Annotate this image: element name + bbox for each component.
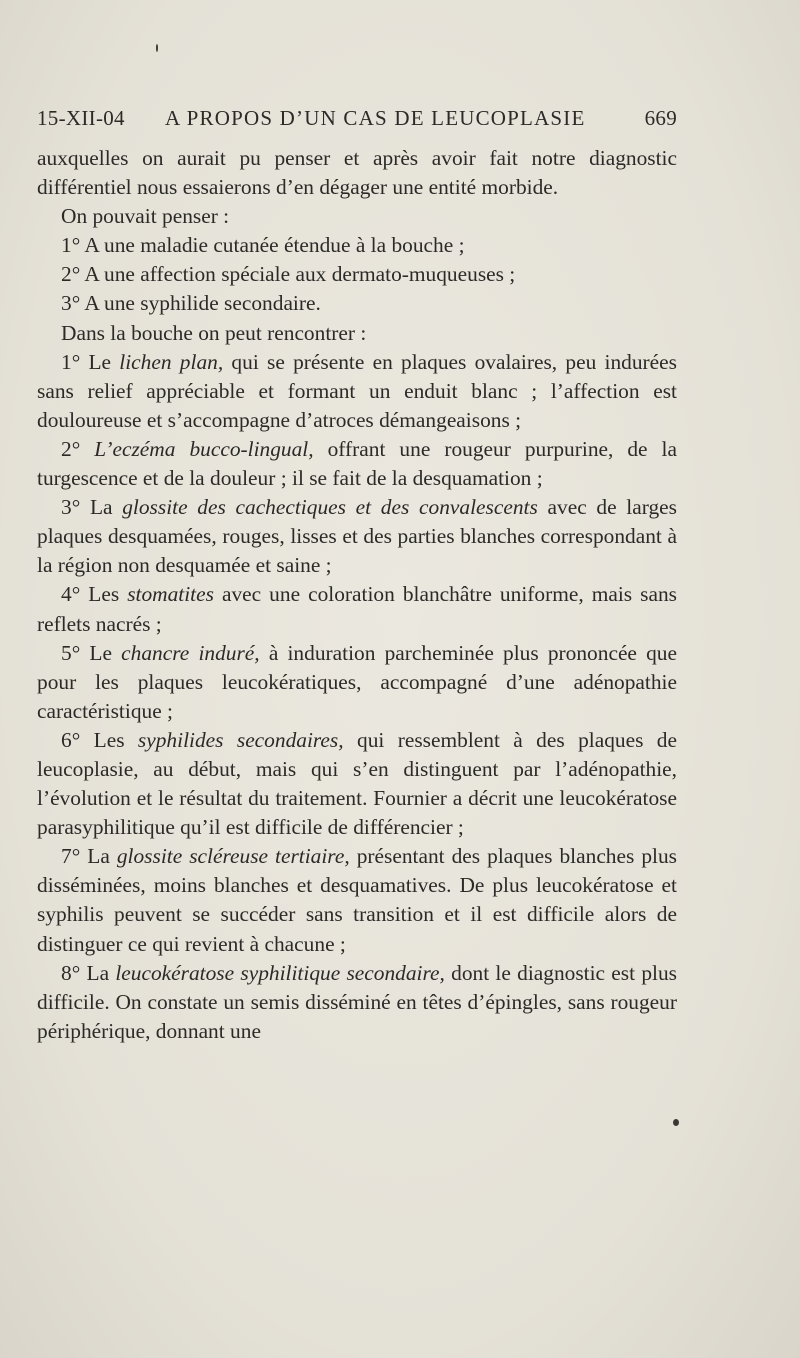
italic-term: L’eczéma bucco-lingual, <box>94 436 314 461</box>
italic-term: lichen plan, <box>119 349 224 374</box>
paragraph <box>37 260 677 289</box>
text-run: dont le diagnostic est plus difficile. On constate un semis disséminé en têtes d’épingles, sans rougeur périphérique, donnant une <box>37 960 677 1043</box>
italic-term: stomatites <box>127 582 214 607</box>
ink-speck <box>156 44 158 52</box>
paragraph <box>37 959 677 1046</box>
body-text <box>37 144 677 1046</box>
italic-term: glossite scléreuse tertiaire, <box>116 844 350 869</box>
text-run: 1° A une maladie cutanée étendue à la bouche ; <box>61 233 465 258</box>
text-run: avec une coloration blanchâtre uniforme, mais sans reflets nacrés ; <box>37 582 677 636</box>
header-date: 15-XII-04 <box>37 106 125 130</box>
text-run: avec de larges plaques desquamées, rouges, lisses et des parties blanches correspondant à la région non desquamée et saine ; <box>37 495 677 578</box>
ink-speck <box>673 1119 679 1126</box>
text-run: offrant une rougeur purpurine, de la turgescence et de la douleur ; il se fait de la desquamation ; <box>37 436 677 491</box>
text-run: 8° La <box>61 960 116 985</box>
paragraph <box>37 726 677 842</box>
text-run: Dans la bouche on peut rencontrer : <box>61 320 367 345</box>
text-run: qui ressemblent à des plaques de leucoplasie, au début, mais qui s’en distinguent par l’adénopathie, l’évolution et le résultat du traitement. Fournier a décrit une leucokératose parasyphilitique qu’il est difficile de différencier ; <box>37 727 677 840</box>
text-run: 3° La <box>61 495 123 520</box>
text-run: 2° <box>61 436 95 461</box>
text-run: On pouvait penser : <box>61 204 230 229</box>
paragraph <box>37 231 677 260</box>
text-run: 5° Le <box>61 640 122 665</box>
text-run: 2° A une affection spéciale aux dermato-muqueuses ; <box>61 262 516 287</box>
paragraph <box>37 289 677 318</box>
italic-term: syphilides secondaires, <box>137 727 344 752</box>
paragraph <box>37 639 677 726</box>
paragraph <box>37 319 677 348</box>
text-run: 1° Le <box>61 349 120 374</box>
paragraph <box>37 202 677 231</box>
text-run: auxquelles on aurait pu penser et après avoir fait notre diagnostic différentiel nous essaierons d’en dégager une entité morbide. <box>37 146 677 200</box>
paragraph <box>37 144 677 202</box>
text-run: 3° A une syphilide secondaire. <box>61 291 321 316</box>
paragraph <box>37 348 677 435</box>
text-run: 4° Les <box>61 582 128 607</box>
running-title: A PROPOS D’UN CAS DE LEUCOPLASIE <box>165 106 586 130</box>
italic-term: glossite des cachectiques et des convalescents <box>122 495 538 520</box>
paragraph <box>37 580 677 638</box>
text-run: 6° Les <box>61 727 138 752</box>
italic-term: leucokératose syphilitique secondaire, <box>115 960 445 985</box>
text-run: à induration parcheminée plus prononcée que pour les plaques leucokératiques, accompagné d’une adénopathie caractéristique ; <box>37 640 677 723</box>
page-number: 669 <box>644 106 677 130</box>
text-run: présentant des plaques blanches plus disséminées, moins blanches et desquamatives. De plus leucokératose et syphilis peuvent se succéder sans transition et il est difficile alors de distinguer ce qui revient à chacune ; <box>37 844 677 956</box>
paragraph <box>37 842 677 958</box>
italic-term: chancre induré, <box>121 640 260 665</box>
paragraph <box>37 493 677 580</box>
running-header <box>37 106 677 138</box>
text-run: 7° La <box>61 844 117 869</box>
text-run: qui se présente en plaques ovalaires, peu indurées sans relief appréciable et formant un enduit blanc ; l’affection est douloureuse et s’accompagne d’atroces démangeaisons ; <box>37 349 677 432</box>
paragraph <box>37 435 677 493</box>
